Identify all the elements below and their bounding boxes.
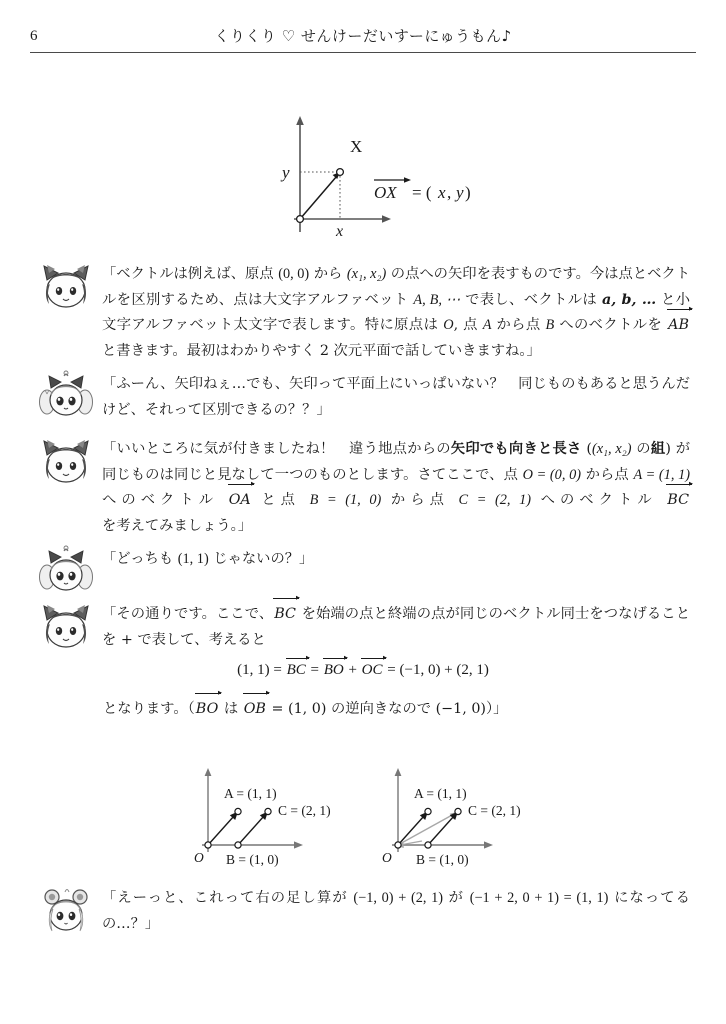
speech-text-1g: から点: [491, 317, 546, 333]
speech-text-1a: 「ベクトルは例えば、原点: [102, 266, 279, 282]
figure-bl-label-A: A = (1, 1): [224, 786, 277, 801]
vector-notation-BC-b5: BC: [273, 602, 297, 628]
speech-math-B: B: [545, 317, 555, 333]
speech-text-3e: から点: [581, 466, 634, 483]
vector-notation-BO-eq: BO: [323, 662, 344, 678]
figure-top-label-x: x: [336, 223, 344, 237]
figure-br-label-B: B = (1, 0): [416, 852, 469, 867]
figure-br-label-O: O: [382, 850, 392, 865]
speech-math-O: O: [443, 317, 454, 333]
speech-bubble-5: [102, 602, 690, 653]
speech-text-1f: , 点: [453, 317, 483, 333]
cat-ear-twintail-avatar: [38, 545, 94, 597]
vector-notation-OB-note: OB: [243, 697, 267, 723]
dialogue-block-6: [38, 886, 690, 937]
vector-notation-OA: OA: [228, 488, 252, 514]
speech-bold-arrow-direction: 矢印でも向きと長さ: [450, 441, 582, 457]
dialogue-block-4: [38, 547, 690, 597]
speech-text-1i: と書きます。最初はわかりやすく 2 次元平面で話していきますね。」: [102, 342, 541, 359]
speech-text-3c: の: [631, 441, 651, 457]
speech-text-3b: (: [581, 441, 592, 457]
equation-plus: +: [344, 662, 361, 678]
display-equation: [0, 662, 726, 679]
speech-bubble-2: 「ふーん、矢印ねぇ…でも、矢印って平面上にいっぱいない？ 同じものもあると思うんだけど、それって区別できるの？？」: [102, 376, 690, 418]
speech-bubble-1: [102, 262, 690, 364]
figure-top-equation: [374, 177, 471, 202]
speech-math-B-b3: B = (1, 0): [309, 492, 382, 508]
cat-ear-dark-hair-avatar: [38, 260, 94, 312]
speech-math-A: A: [482, 317, 492, 333]
vector-notation-BO-note: BO: [195, 697, 220, 723]
speech-math-4: (1, 1): [177, 551, 209, 567]
figure-bl-label-B: B = (1, 0): [226, 852, 279, 867]
speech-text-3j: を考えてみましょう。」: [102, 517, 253, 534]
dialogue-block-5: [38, 602, 690, 653]
figure-top-label-y: y: [282, 163, 290, 182]
header-title: くりくり ♡ せんけーだいすーにゅうもん♪: [214, 27, 512, 45]
speech-text-1e: と小文字アルファベット太文字で表します。特に原点は: [102, 291, 691, 333]
speech-math-origin: (0, 0): [278, 266, 310, 282]
speech-text-3f: へのベクトル: [102, 492, 228, 508]
post-equation-note: [103, 697, 690, 723]
svg-text:,: ,: [447, 183, 452, 202]
dialogue-block-2: [38, 372, 690, 423]
figure-coordinate-vector-ox: [262, 112, 492, 237]
svg-text:y: y: [456, 183, 464, 202]
cat-ear-dark-hair-avatar: [38, 600, 94, 652]
speech-math-6a: (−1, 0) + (2, 1): [353, 890, 444, 906]
speech-text-1c: の点への矢印を表すものです。今は点とベクトルを区別するため、点は大文字アルファベット: [102, 266, 690, 308]
note-text-a: となります。（: [103, 701, 195, 717]
figure-bl-label-O: O: [194, 850, 204, 865]
speech-text-1h: へのベクトルを: [554, 317, 668, 333]
cat-ear-dark-hair-avatar: [38, 435, 94, 487]
speech-text-1b: から: [309, 266, 347, 282]
speech-text-6b: が: [443, 890, 470, 906]
figure-top-label-X: X: [350, 137, 363, 156]
svg-text:): ): [465, 183, 471, 202]
figure-vector-addition: [376, 762, 566, 867]
vector-notation-BC: BC: [666, 488, 690, 514]
speech-text-3i: へのベクトル: [531, 492, 667, 508]
note-text-b: は: [219, 701, 243, 717]
speech-math-6b: (−1 + 2, 0 + 1) = (1, 1): [469, 890, 609, 906]
speech-text-6a: 「えーっと、これって右の足し算が: [102, 890, 354, 906]
speech-text-4b: じゃないの？」: [208, 551, 314, 567]
speech-bold-pair: 組: [650, 441, 666, 457]
speech-bubble-6: [102, 886, 690, 937]
speech-text-5b: を始端の点と終端の点が同じのベクトル同士をつなげることを + で表して、考えると: [102, 606, 690, 648]
figure-br-label-C: C = (2, 1): [468, 803, 521, 818]
svg-text:x: x: [438, 183, 446, 202]
note-text-c: = (1, 0) の逆向きなので (−1, 0)）」: [266, 701, 508, 717]
cat-ear-twintail-avatar: [38, 370, 94, 422]
speech-text-6c: になってるの…？」: [102, 890, 690, 932]
equation-eq1: =: [306, 662, 323, 678]
figure-br-label-A: A = (1, 1): [414, 786, 467, 801]
vector-notation-AB: AB: [667, 313, 690, 339]
figure-bl-label-C: C = (2, 1): [278, 803, 331, 818]
vector-notation-OC-eq: OC: [361, 662, 383, 678]
speech-text-1d: で表し、ベクトルは: [460, 291, 602, 308]
speech-text-5a: 「その通りです。ここで、: [102, 606, 274, 622]
equation-rhs: (−1, 0) + (2, 1): [399, 662, 489, 678]
svg-text:OX: OX: [374, 183, 397, 202]
speech-math-x12: (x₁, x₂): [346, 266, 387, 282]
speech-text-4a: 「どっちも: [102, 551, 178, 567]
speech-bubble-4: [102, 547, 690, 573]
page-number: 6: [30, 28, 38, 44]
equation-eq2: =: [383, 662, 400, 678]
speech-math-C-b3: C = (2, 1): [458, 492, 531, 508]
speech-math-x12-b3: (x₁, x₂): [591, 441, 632, 457]
header-divider: [30, 52, 696, 53]
equation-lhs: (1, 1) =: [237, 662, 286, 678]
dialogue-block-3: [38, 437, 690, 539]
speech-math-O-b3: O = (0, 0): [522, 466, 581, 483]
speech-math-A-b3: A = (1, 1): [633, 466, 690, 483]
svg-text:= (: = (: [412, 183, 432, 202]
bear-ear-avatar: [38, 884, 94, 936]
speech-math-abdots: A, B, ⋯: [413, 291, 461, 308]
figure-two-parallel-vectors: [186, 762, 376, 867]
vector-notation-BC-eq: BC: [286, 662, 306, 678]
dialogue-block-1: [38, 262, 690, 364]
speech-bubble-3: [102, 437, 690, 539]
speech-text-3d: ) が同じものは同じと見なして一つのものとします。さてここで、点: [102, 441, 691, 483]
speech-text-3g: と点: [251, 492, 310, 508]
speech-text-3a: 「いいところに気が付きましたね！ 違う地点からの: [102, 441, 451, 457]
speech-text-3h: から点: [381, 492, 459, 508]
speech-math-bold-ab: a, b, …: [601, 291, 657, 308]
